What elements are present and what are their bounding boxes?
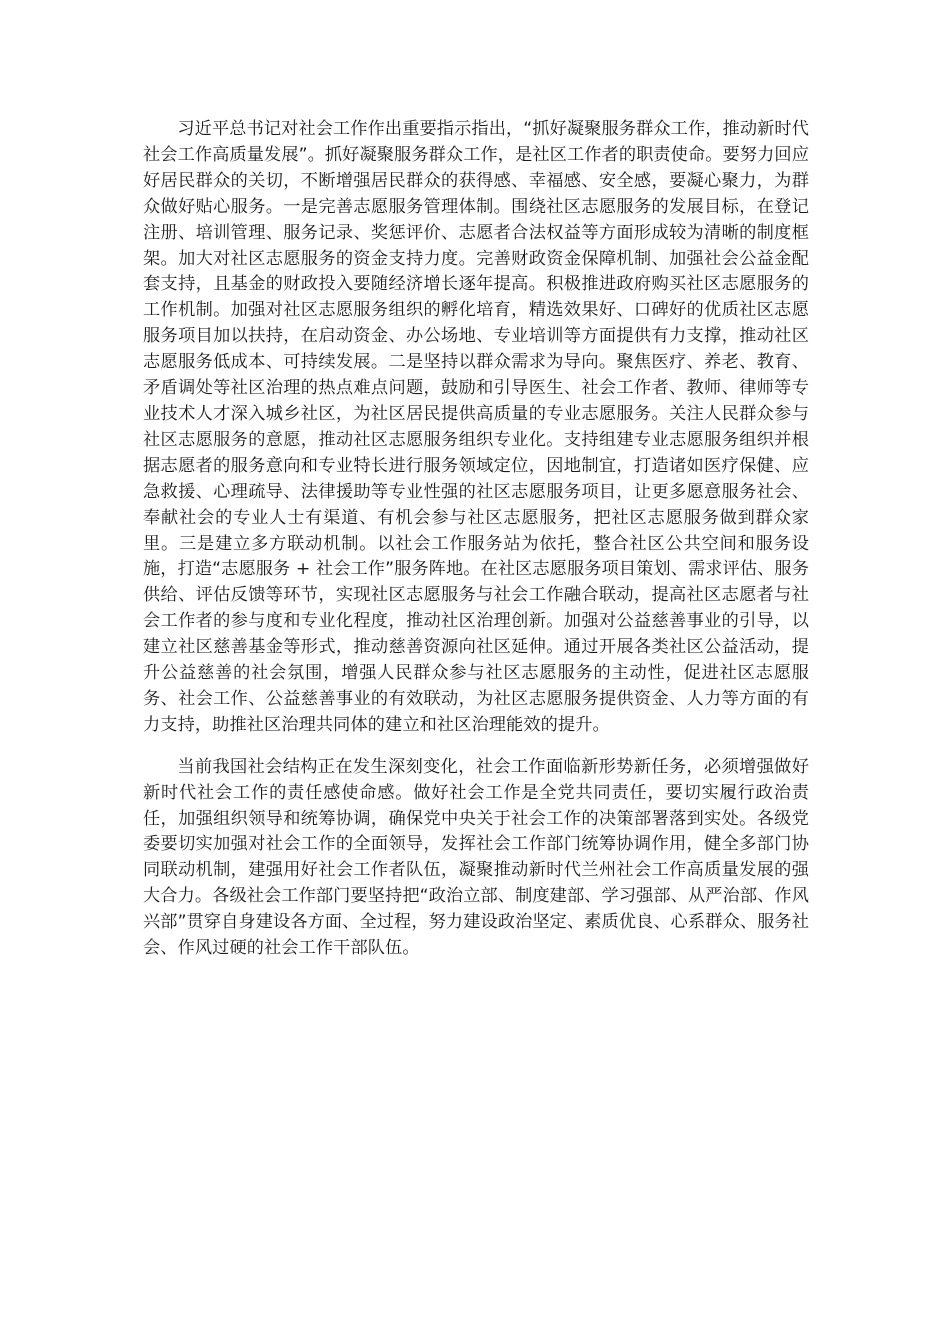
document-body [143,117,809,962]
paragraph-1: 习近平总书记对社会工作作出重要指示指出，“抓好凝聚服务群众工作，推动新时代社会工作高质量发展”。抓好凝聚服务群众工作，是社区工作者的职责使命。要努力回应好居民群众的关切，不断增强居民群众的获得感、幸福感、安全感，要凝心聚力，为群众做好贴心服务。一是完善志愿服务管理体制。围绕社区志愿服务的发展目标，在登记注册、培训管理、服务记录、奖惩评价、志愿者合法权益等方面形成较为清晰的制度框架。加大对社区志愿服务的资金支持力度。完善财政资金保障机制、加强社会公益金配套支持，且基金的财政投入要随经济增长逐年提高。积极推进政府购买社区志愿服务的工作机制。加强对社区志愿服务组织的孵化培育，精选效果好、口碑好的优质社区志愿服务项目加以扶持，在启动资金、办公场地、专业培训等方面提供有力支撑，推动社区志愿服务低成本、可持续发展。二是坚持以群众需求为导向。聚焦医疗、养老、教育、矛盾调处等社区治理的热点难点问题，鼓励和引导医生、社会工作者、教师、律师等专业技术人才深入城乡社区，为社区居民提供高质量的专业志愿服务。关注人民群众参与社区志愿服务的意愿，推动社区志愿服务组织专业化。支持组建专业志愿服务组织并根据志愿者的服务意向和专业特长进行服务领域定位，因地制宜，打造诸如医疗保健、应急救援、心理疏导、法律援助等专业性强的社区志愿服务项目，让更多愿意服务社会、奉献社会的专业人士有渠道、有机会参与社区志愿服务，把社区志愿服务做到群众家里。三是建立多方联动机制。以社会工作服务站为依托，整合社区公共空间和服务设施，打造“志愿服务 + 社会工作”服务阵地。在社区志愿服务项目策划、需求评估、服务供给、评估反馈等环节，实现社区志愿服务与社会工作融合联动，提高社区志愿者与社会工作者的参与度和专业化程度，推动社区治理创新。加强对公益慈善事业的引导，以建立社区慈善基金等形式，推动慈善资源向社区延伸。通过开展各类社区公益活动，提升公益慈善的社会氛围，增强人民群众参与社区志愿服务的主动性，促进社区志愿服务、社会工作、公益慈善事业的有效联动，为社区志愿服务提供资金、人力等方面的有力支持，助推社区治理共同体的建立和社区治理能效的提升。 [143,119,809,735]
paragraph-2: 当前我国社会结构正在发生深刻变化，社会工作面临新形势新任务，必须增强做好新时代社会工作的责任感使命感。做好社会工作是全党共同责任，要切实履行政治责任，加强组织领导和统筹协调，确保党中央关于社会工作的决策部署落到实处。各级党委要切实加强对社会工作的全面领导，发挥社会工作部门统筹协调作用，健全多部门协同联动机制，建强用好社会工作者队伍，凝聚推动新时代兰州社会工作高质量发展的强大合力。各级社会工作部门要坚持把“政治立部、制度建部、学习强部、从严治部、作风兴部”贯穿自身建设各方面、全过程，努力建设政治坚定、素质优良、心系群众、服务社会、作风过硬的社会工作干部队伍。 [143,756,809,959]
